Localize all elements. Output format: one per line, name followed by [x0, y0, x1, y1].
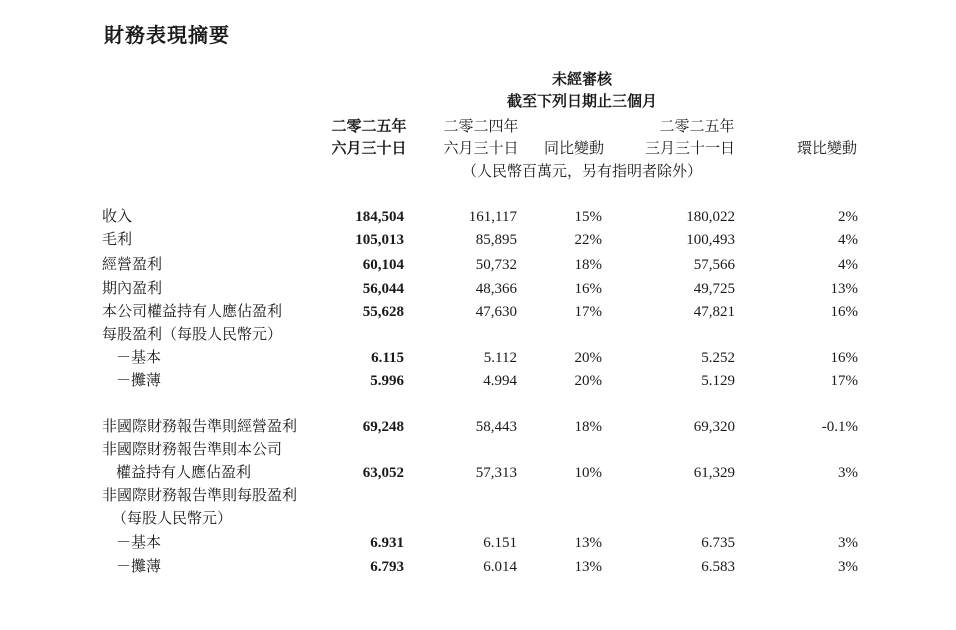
table-row: [0, 485, 956, 507]
value-yoy: 22%: [574, 232, 602, 248]
value-q1-2025: 6.735: [701, 535, 735, 551]
value-q2-2025: 56,044: [362, 281, 404, 297]
table-row: [0, 254, 956, 276]
value-q2-2024: 57,313: [475, 465, 517, 481]
value-qoq: 3%: [838, 559, 858, 575]
row-label: 毛利: [102, 232, 133, 248]
table-row: [0, 556, 956, 578]
value-yoy: 18%: [574, 257, 602, 273]
value-q2-2024: 6.014: [483, 559, 517, 575]
value-q2-2024: 58,443: [475, 419, 517, 435]
table-row: [0, 462, 956, 484]
value-qoq: 16%: [830, 350, 858, 366]
value-q2-2024: 50,732: [475, 257, 517, 273]
value-q2-2025: 105,013: [355, 232, 404, 248]
header-period: 截至下列日期止三個月: [506, 94, 658, 110]
value-q1-2025: 180,022: [686, 209, 735, 225]
table-row: [0, 439, 956, 461]
table-row: [0, 508, 956, 530]
value-q2-2025: 60,104: [362, 257, 404, 273]
row-label: 非國際財務報告準則經營盈利: [102, 419, 298, 435]
table-row: [0, 370, 956, 392]
value-q2-2025: 6.115: [371, 350, 404, 366]
header-col4-line1: 二零二五年: [659, 119, 735, 135]
value-q2-2025: 6.793: [370, 559, 404, 575]
value-q2-2025: 184,504: [355, 209, 404, 225]
value-yoy: 15%: [574, 209, 602, 225]
value-qoq: 4%: [838, 232, 858, 248]
value-qoq: 3%: [838, 465, 858, 481]
header-qoq: 環比變動: [796, 141, 857, 157]
value-q2-2025: 55,628: [362, 304, 404, 320]
value-q2-2025: 5.996: [370, 373, 404, 389]
value-q2-2025: 69,248: [362, 419, 404, 435]
value-q1-2025: 61,329: [693, 465, 735, 481]
row-label: 每股盈利（每股人民幣元）: [102, 327, 283, 343]
value-q1-2025: 69,320: [693, 419, 735, 435]
table-row: [0, 324, 956, 346]
value-q2-2024: 5.112: [483, 350, 517, 366]
table-row: [0, 206, 956, 228]
header-unaudited: 未經審核: [551, 72, 613, 88]
table-row: [0, 532, 956, 554]
value-q1-2025: 5.252: [701, 350, 735, 366]
value-q2-2024: 161,117: [468, 209, 517, 225]
table-row: [0, 278, 956, 300]
row-label: －攤薄: [116, 373, 162, 389]
value-qoq: 16%: [830, 304, 858, 320]
value-qoq: 3%: [838, 535, 858, 551]
row-label: 經營盈利: [102, 257, 163, 273]
value-yoy: 16%: [574, 281, 602, 297]
value-qoq: 2%: [838, 209, 858, 225]
value-q1-2025: 5.129: [701, 373, 735, 389]
row-label: －基本: [116, 535, 162, 551]
value-qoq: 17%: [830, 373, 858, 389]
row-label: 權益持有人應佔盈利: [116, 465, 252, 481]
value-yoy: 13%: [574, 559, 602, 575]
table-row: [0, 347, 956, 369]
row-label: 本公司權益持有人應佔盈利: [102, 304, 283, 320]
header-col1-line2: 六月三十日: [331, 141, 407, 157]
value-qoq: 13%: [830, 281, 858, 297]
value-q1-2025: 49,725: [693, 281, 735, 297]
row-label: 非國際財務報告準則本公司: [102, 442, 283, 458]
value-yoy: 18%: [574, 419, 602, 435]
value-yoy: 20%: [574, 350, 602, 366]
header-col2-line2: 六月三十日: [443, 141, 519, 157]
header-col2-line1: 二零二四年: [443, 119, 519, 135]
header-col4-line2: 三月三十一日: [644, 141, 736, 157]
value-q1-2025: 100,493: [686, 232, 735, 248]
row-label: （每股人民幣元）: [112, 511, 233, 527]
value-q2-2024: 48,366: [475, 281, 517, 297]
value-yoy: 20%: [574, 373, 602, 389]
table-row: [0, 416, 956, 438]
value-q2-2024: 47,630: [475, 304, 517, 320]
table-row: [0, 229, 956, 251]
value-q2-2024: 4.994: [483, 373, 517, 389]
row-label: 收入: [102, 209, 133, 225]
value-qoq: 4%: [838, 257, 858, 273]
row-label: －基本: [116, 350, 162, 366]
value-q1-2025: 6.583: [701, 559, 735, 575]
value-yoy: 17%: [574, 304, 602, 320]
value-yoy: 10%: [574, 465, 602, 481]
value-qoq: -0.1%: [821, 419, 858, 435]
value-q1-2025: 57,566: [693, 257, 735, 273]
value-yoy: 13%: [574, 535, 602, 551]
header-unit-note: （人民幣百萬元，另有指明者除外）: [461, 164, 703, 180]
value-q2-2024: 6.151: [483, 535, 517, 551]
value-q2-2025: 63,052: [362, 465, 404, 481]
row-label: －攤薄: [116, 559, 162, 575]
row-label: 期內盈利: [102, 281, 163, 297]
value-q1-2025: 47,821: [693, 304, 735, 320]
header-yoy: 同比變動: [543, 141, 605, 157]
header-col1-line1: 二零二五年: [331, 119, 407, 135]
row-label: 非國際財務報告準則每股盈利: [102, 488, 298, 504]
value-q2-2024: 85,895: [475, 232, 517, 248]
value-q2-2025: 6.931: [370, 535, 404, 551]
table-row: [0, 301, 956, 323]
page-title: 財務表現摘要: [104, 23, 230, 47]
